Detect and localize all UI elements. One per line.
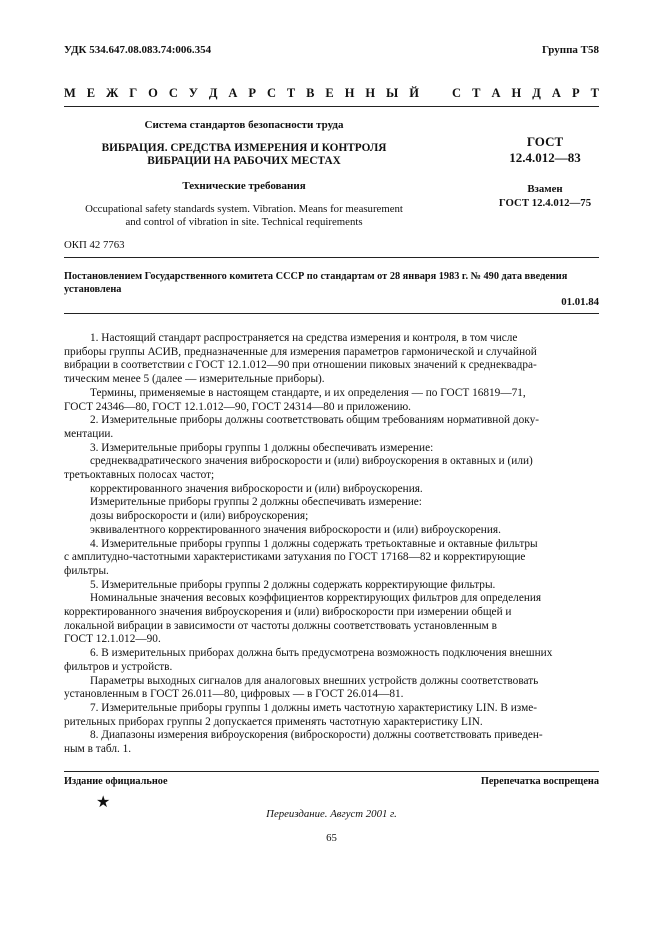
paragraph-2: [64, 414, 599, 441]
text-line: ментации.: [64, 427, 114, 440]
banner-word-interstate: [64, 86, 419, 101]
text-line: ГОСТ 12.1.012—90.: [64, 633, 161, 646]
banner-letter: Ж: [106, 86, 119, 100]
banner-letter: Т: [590, 86, 599, 100]
decree-line-1: Постановлением Государственного комитета СССР по стандартам от 28 января 1983 г. № 490 дата введения: [64, 271, 568, 282]
paragraph-1: [64, 332, 599, 387]
banner-letter: В: [306, 86, 315, 100]
text-line: 2. Измерительные приборы должны соответствовать общим требованиям нормативной доку-: [90, 414, 539, 427]
gost-label: ГОСТ: [526, 134, 564, 149]
banner-letter: Г: [129, 86, 138, 100]
text-line: Параметры выходных сигналов для аналоговых внешних устройств должны соответствовать: [90, 674, 539, 687]
text-line: локальной вибрации в зависимости от частоты должны соответствовать установленным в: [64, 619, 497, 632]
text-line: Термины, применяемые в настоящем стандарте, и их определения — по ГОСТ 16819—71,: [90, 386, 526, 399]
paragraph-terms: [64, 387, 599, 414]
gost-number: 12.4.012—83: [509, 150, 581, 165]
star-icon: ★: [96, 794, 111, 811]
text-line: Номинальные значения весовых коэффициентов корректирующих фильтров для определения: [90, 592, 542, 605]
paragraph-3-item-3: дозы виброскорости и (или) виброускорения;: [90, 510, 309, 523]
english-line-1: Occupational safety standards system. Vibration. Means for measurement: [85, 203, 403, 215]
decree-rule: [64, 313, 599, 314]
banner-letter: А: [228, 86, 238, 100]
text-line: 7. Измерительные приборы группы 1 должны иметь частотную характеристику LIN. В изме-: [90, 701, 538, 714]
banner-word-standard: [452, 86, 599, 101]
banner-letter: У: [188, 86, 198, 100]
replaces-block: [470, 183, 620, 210]
banner-letter: Е: [325, 86, 334, 100]
banner-rule: [64, 106, 599, 107]
page-number: 65: [326, 832, 337, 844]
text-line: 6. В измерительных приборах должна быть предусмотрена возможность подключения внешних: [90, 647, 553, 660]
text-line: 4. Измерительные приборы группы 1 должны содержать третьоктавные и октавные фильтры: [90, 537, 538, 550]
text-line: 1. Настоящий стандарт распространяется на средства измерения и контроля, в том числе: [90, 332, 518, 344]
text-line: с амплитудно-частотными характеристиками затухания по ГОСТ 17168—82 и корректирующие: [64, 551, 526, 564]
reprint-prohibited: Перепечатка воспрещена: [480, 776, 599, 787]
banner-letter: Н: [365, 86, 376, 100]
text-line: фильтров и устройств.: [64, 660, 173, 673]
banner-letter: Й: [409, 86, 419, 100]
reissue-note: Переиздание. Август 2001 г.: [266, 808, 397, 820]
official-edition: Издание официальное: [64, 776, 168, 787]
paragraph-4: [64, 538, 599, 579]
paragraph-6: [64, 647, 599, 674]
banner-letter: Д: [208, 86, 218, 100]
text-line: корректированного значения виброускорения и (или) виброскорости при измерении общей и: [64, 606, 512, 619]
paragraph-6-outputs: [64, 675, 599, 702]
english-line-2: and control of vibration in site. Technical requirements: [125, 216, 363, 228]
gost-block: [470, 134, 620, 166]
banner-letter: А: [491, 86, 501, 100]
banner-letter: О: [148, 86, 158, 100]
paragraph-3-group-2: Измерительные приборы группы 2 должны обеспечивать измерение:: [90, 496, 422, 509]
text-line: фильтры.: [64, 564, 109, 577]
banner-letter: Ы: [386, 86, 399, 100]
banner-letter: Е: [86, 86, 96, 100]
banner-letter: Т: [286, 86, 296, 100]
banner-letter: Р: [248, 86, 257, 100]
text-line: вибрации в соответствии с ГОСТ 12.1.012—90 при отношении пиковых значений к среднеквадра-: [64, 359, 537, 372]
text-line: установленным в ГОСТ 26.011—80, цифровых — в ГОСТ 26.014—81.: [64, 688, 404, 701]
banner-letter: Н: [511, 86, 522, 100]
text-line: третьоктавных полосах частот;: [64, 469, 215, 482]
banner-letter: М: [64, 86, 76, 100]
text-line: приборы группы АСИВ, предназначенные для измерения параметров гармонической и случайной: [64, 345, 537, 358]
footer-rule: [64, 771, 599, 772]
title-line-2: ВИБРАЦИИ НА РАБОЧИХ МЕСТАХ: [147, 155, 341, 167]
paragraph-8: [64, 729, 599, 756]
okp-code: ОКП 42 7763: [64, 239, 125, 251]
title-bottom-rule: [64, 257, 599, 258]
replaces-label: Взамен: [527, 183, 563, 195]
body-text: [64, 332, 599, 757]
interstate-standard-banner: [64, 86, 599, 101]
udk-code: УДК 534.647.08.083.74:006.354: [64, 44, 212, 56]
banner-letter: С: [266, 86, 276, 100]
text-line: 8. Диапазоны измерения виброускорения (виброскорости) должны соответствовать приведен-: [90, 729, 543, 742]
title-line-1: ВИБРАЦИЯ. СРЕДСТВА ИЗМЕРЕНИЯ И КОНТРОЛЯ: [101, 142, 387, 154]
text-line: ным в табл. 1.: [64, 743, 132, 756]
paragraph-3: 3. Измерительные приборы группы 1 должны обеспечивать измерение:: [90, 441, 434, 454]
banner-letter: А: [551, 86, 561, 100]
text-line: рительных приборах группы 2 допускается применять частотную характеристику LIN.: [64, 715, 483, 728]
introduction-date: 01.01.84: [561, 296, 599, 308]
banner-letter: Н: [344, 86, 355, 100]
decree-line-2: установлена: [64, 284, 122, 295]
paragraph-3-item-1: [64, 455, 599, 482]
banner-letter: С: [168, 86, 178, 100]
document-title: [64, 142, 424, 168]
banner-letter: Т: [472, 86, 481, 100]
text-line: тическим менее 5 (далее — измерительные приборы).: [64, 373, 325, 386]
banner-letter: Р: [571, 86, 580, 100]
english-title: [64, 203, 424, 229]
banner-letter: Д: [532, 86, 541, 100]
paragraph-5: 5. Измерительные приборы группы 2 должны содержать корректирующие фильтры.: [90, 578, 496, 591]
system-title: Система стандартов безопасности труда: [144, 119, 344, 131]
paragraph-5-weights: [64, 592, 599, 647]
paragraph-3-item-4: эквивалентного корректированного значения виброскорости и (или) виброускорения.: [90, 523, 501, 536]
replaces-value: ГОСТ 12.4.012—75: [498, 197, 592, 209]
text-line: ГОСТ 24346—80, ГОСТ 12.1.012—90, ГОСТ 24314—80 и приложению.: [64, 400, 411, 413]
text-line: среднеквадратического значения виброскорости и (или) виброускорения в октавных и (или): [90, 455, 533, 468]
decree-text: [64, 270, 599, 296]
paragraph-7: [64, 702, 599, 729]
group-code: Группа Т58: [541, 44, 599, 56]
document-subtitle: Технические требования: [182, 180, 306, 192]
paragraph-3-item-2: корректированного значения виброскорости и (или) виброускорения.: [90, 482, 423, 495]
banner-letter: С: [452, 86, 462, 100]
